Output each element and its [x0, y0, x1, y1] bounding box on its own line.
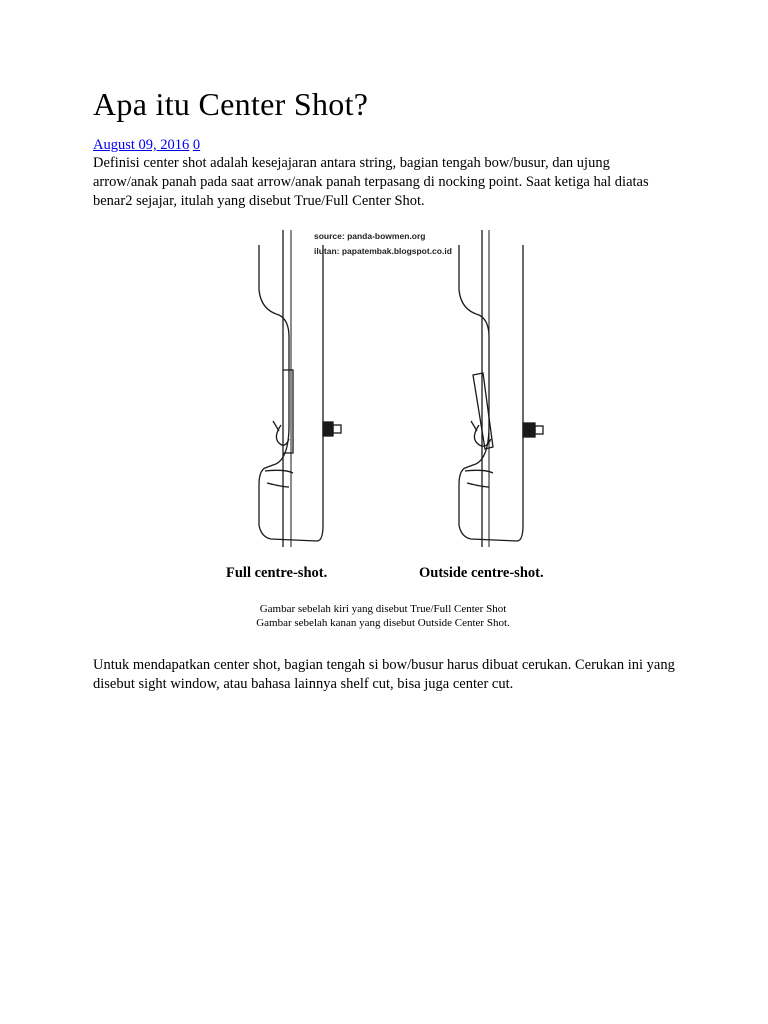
- outside-centre-shot-diagram: [459, 230, 543, 547]
- post-paragraph-definition: Definisi center shot adalah kesejajaran antara string, bagian tengah bow/busur, dan ujung arrow/anak panah pada saat arrow/anak panah terpasang di nocking point. Saat ketiga hal diatas benar2 sejajar, itulah yang disebut True/Full Center Shot.: [93, 155, 649, 209]
- full-centre-shot-diagram: [259, 230, 341, 547]
- riser-outline-right: [459, 245, 523, 541]
- post-title: Apa itu Center Shot?: [93, 86, 369, 122]
- plunger-cap-right: [535, 426, 543, 434]
- arrow-rest-right: [471, 421, 477, 431]
- grip-left: [265, 470, 293, 487]
- post-date-link[interactable]: August 09, 2016: [93, 137, 190, 153]
- plunger-right: [523, 423, 535, 437]
- arrow-shaft-right: [473, 373, 493, 449]
- comments-count-link[interactable]: 0: [192, 137, 201, 153]
- arrow-rest-left: [273, 421, 279, 431]
- plunger-cap-left: [333, 425, 341, 433]
- label-outside-centre-shot: Outside centre-shot.: [419, 565, 544, 581]
- figure-caption-left: Gambar sebelah kiri yang disebut True/Full Center Shot: [259, 603, 507, 615]
- source-credit-line-2: ilutan: papatembak.blogspot.co.id: [314, 246, 452, 256]
- center-shot-illustration: [215, 225, 570, 590]
- post-meta: [93, 136, 200, 154]
- plunger-left: [323, 422, 333, 436]
- label-full-centre-shot: Full centre-shot.: [226, 565, 328, 581]
- post-paragraph-sight-window: Untuk mendapatkan center shot, bagian tengah si bow/busur harus dibuat cerukan. Cerukan ini yang disebut sight window, atau bahasa lainnya shelf cut, bisa juga center cut.: [93, 657, 675, 692]
- figure-caption-right: Gambar sebelah kanan yang disebut Outside Center Shot.: [256, 617, 510, 629]
- source-credit-line-1: source: panda-bowmen.org: [314, 231, 426, 241]
